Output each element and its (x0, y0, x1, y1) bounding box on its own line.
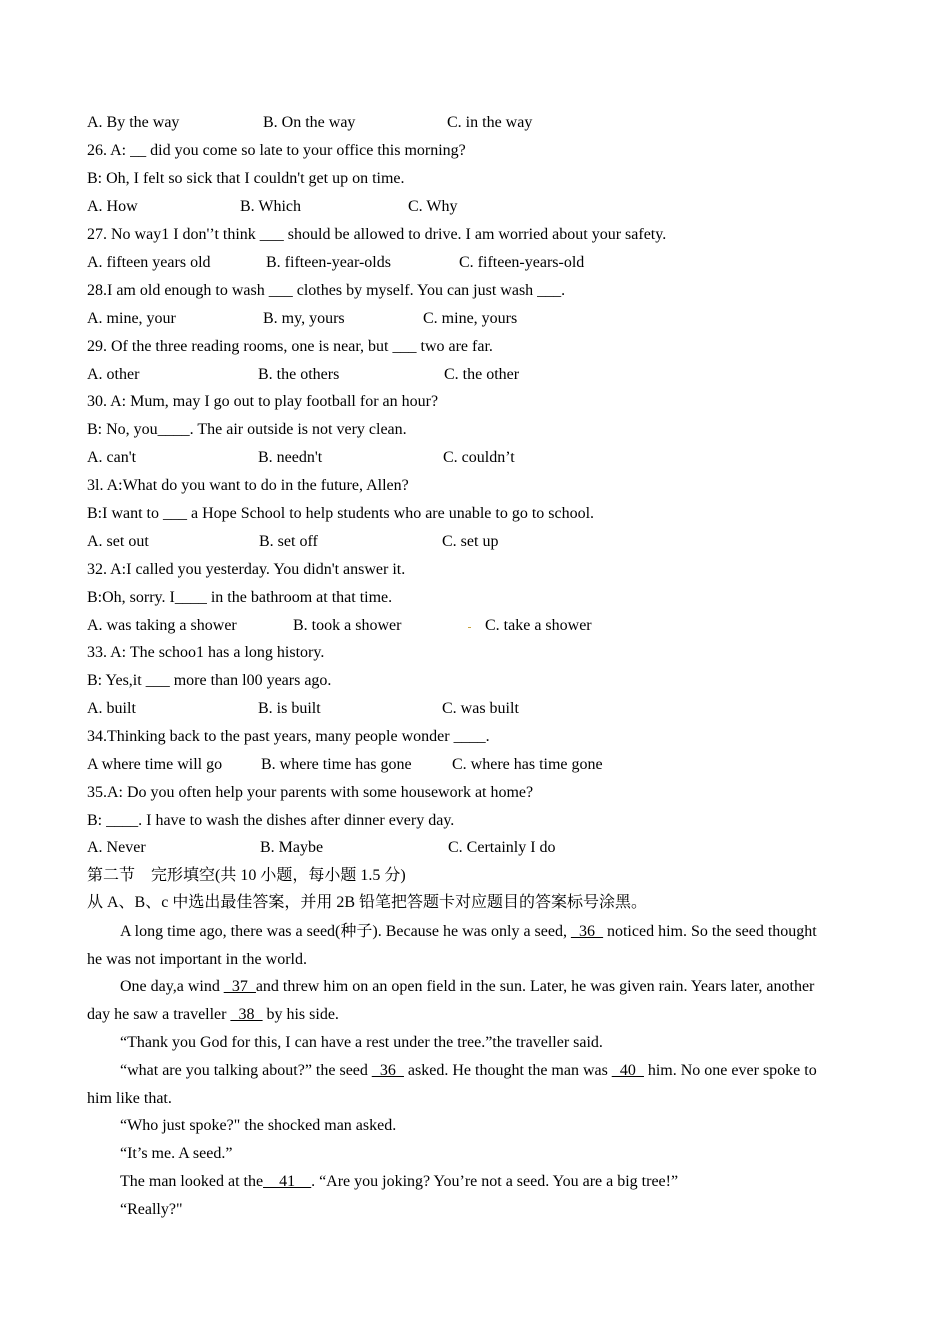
q28-question: 28.I am old enough to wash ___ clothes by myself. You can just wash ___. (87, 282, 566, 299)
blank-41: __41__ (263, 1173, 312, 1190)
q26-answer-line: B: Oh, I felt so sick that I couldn't get up on time. (87, 170, 405, 187)
q32-option-c-wrap (468, 616, 592, 636)
q28-option-c: C. mine, yours (423, 310, 518, 327)
q29-option-b: B. the others (258, 366, 340, 383)
q32-answer-line: B:Oh, sorry. I____ in the bathroom at that time. (87, 589, 393, 606)
q26-option-a: A. How (87, 198, 138, 215)
q33-option-c: C. was built (442, 700, 519, 717)
q30-option-a: A. can't (87, 449, 137, 466)
q28-option-a: A. mine, your (87, 310, 176, 327)
q26-question: 26. A: __ did you come so late to your office this morning? (87, 142, 466, 159)
blank-36: _36_ (570, 923, 603, 940)
q29-option-c: C. the other (444, 366, 520, 383)
passage-p8: “Really?" (120, 1201, 183, 1218)
dot-mark (468, 627, 471, 628)
q31-option-a: A. set out (87, 533, 149, 550)
q30-answer-line: B: No, you____. The air outside is not very clean. (87, 421, 407, 438)
q31-answer-line: B:I want to ___ a Hope School to help students who are unable to go to school. (87, 505, 595, 522)
q33-question: 33. A: The schoo1 has a long history. (87, 644, 325, 661)
q35-answer-line: B: ____. I have to wash the dishes after dinner every day. (87, 812, 455, 829)
q25-option-a: A. By the way (87, 114, 180, 131)
blank-36b: _36_ (371, 1062, 404, 1079)
q31-option-b: B. set off (259, 533, 318, 550)
q29-question: 29. Of the three reading rooms, one is near, but ___ two are far. (87, 338, 493, 355)
q26-option-c: C. Why (408, 198, 458, 215)
q27-option-b: B. fifteen-year-olds (266, 254, 391, 271)
passage-p1-line2: he was not important in the world. (87, 951, 307, 968)
q35-question: 35.A: Do you often help your parents with some housework at home? (87, 784, 534, 801)
q27-question: 27. No way1 I don'’t think ___ should be allowed to drive. I am worried about your safety. (87, 226, 667, 243)
q35-option-b: B. Maybe (260, 839, 324, 856)
passage-p4-line1: “what are you talking about?” the seed _36_ asked. He thought the man was _40_ him. No one ever spoke to (120, 1062, 817, 1079)
q33-option-b: B. is built (258, 700, 321, 717)
blank-38: _38_ (230, 1006, 263, 1023)
blank-37: _37_ (223, 978, 256, 995)
passage-p6: “It’s me. A seed.” (120, 1145, 233, 1162)
passage-p3: “Thank you God for this, I can have a rest under the tree.”the traveller said. (120, 1034, 603, 1051)
passage-p1-line1: A long time ago, there was a seed(种子). Because he was only a seed, _36_ noticed him. So the seed thought (120, 923, 817, 940)
q28-option-b: B. my, yours (263, 310, 345, 327)
blank-40: _40_ (611, 1062, 644, 1079)
q34-option-c: C. where has time gone (452, 756, 603, 773)
blank: ___ (259, 226, 284, 243)
q34-question: 34.Thinking back to the past years, many people wonder ____. (87, 728, 490, 745)
passage-p2-line2: day he saw a traveller _38_ by his side. (87, 1006, 339, 1023)
passage-p2-line1: One day,a wind _37_and threw him on an open field in the sun. Later, he was given rain. Years later, another (120, 978, 815, 995)
q30-question: 30. A: Mum, may I go out to play football for an hour? (87, 393, 439, 410)
section-title: 第二节 完形填空(共 10 小题，每小题 1.5 分) (87, 867, 406, 884)
q29-option-a: A. other (87, 366, 140, 383)
q30-option-c: C. couldn’t (443, 449, 515, 466)
blank: __ (130, 142, 147, 159)
q32-option-a: A. was taking a shower (87, 617, 237, 634)
q34-option-a: A where time will go (87, 756, 223, 773)
q27-option-c: C. fifteen-years-old (459, 254, 585, 271)
q30-option-b: B. needn't (258, 449, 323, 466)
q33-answer-line: B: Yes,it ___ more than l00 years ago. (87, 672, 332, 689)
q32-option-b: B. took a shower (293, 617, 402, 634)
q34-option-b: B. where time has gone (261, 756, 412, 773)
q26-option-b: B. Which (240, 198, 302, 215)
passage-p5: “Who just spoke?" the shocked man asked. (120, 1117, 397, 1134)
passage-p7: The man looked at the__41__. “Are you joking? You’re not a seed. You are a big tree!” (120, 1173, 679, 1190)
q31-option-c: C. set up (442, 533, 499, 550)
q27-option-a: A. fifteen years old (87, 254, 211, 271)
q32-option-c: C. take a shower (485, 617, 592, 634)
q35-option-a: A. Never (87, 839, 146, 856)
q25-option-c: C. in the way (447, 114, 533, 131)
q33-option-a: A. built (87, 700, 136, 717)
q35-option-c: C. Certainly I do (448, 839, 556, 856)
q25-option-b: B. On the way (263, 114, 356, 131)
section-instruction: 从 A、B、c 中选出最佳答案，并用 2B 铅笔把答题卡对应题目的答案标号涂黑。 (87, 894, 648, 911)
q32-question: 32. A:I called you yesterday. You didn't answer it. (87, 561, 406, 578)
q31-question: 3l. A:What do you want to do in the future, Allen? (87, 477, 409, 494)
passage-p4-line2: him like that. (87, 1090, 172, 1107)
